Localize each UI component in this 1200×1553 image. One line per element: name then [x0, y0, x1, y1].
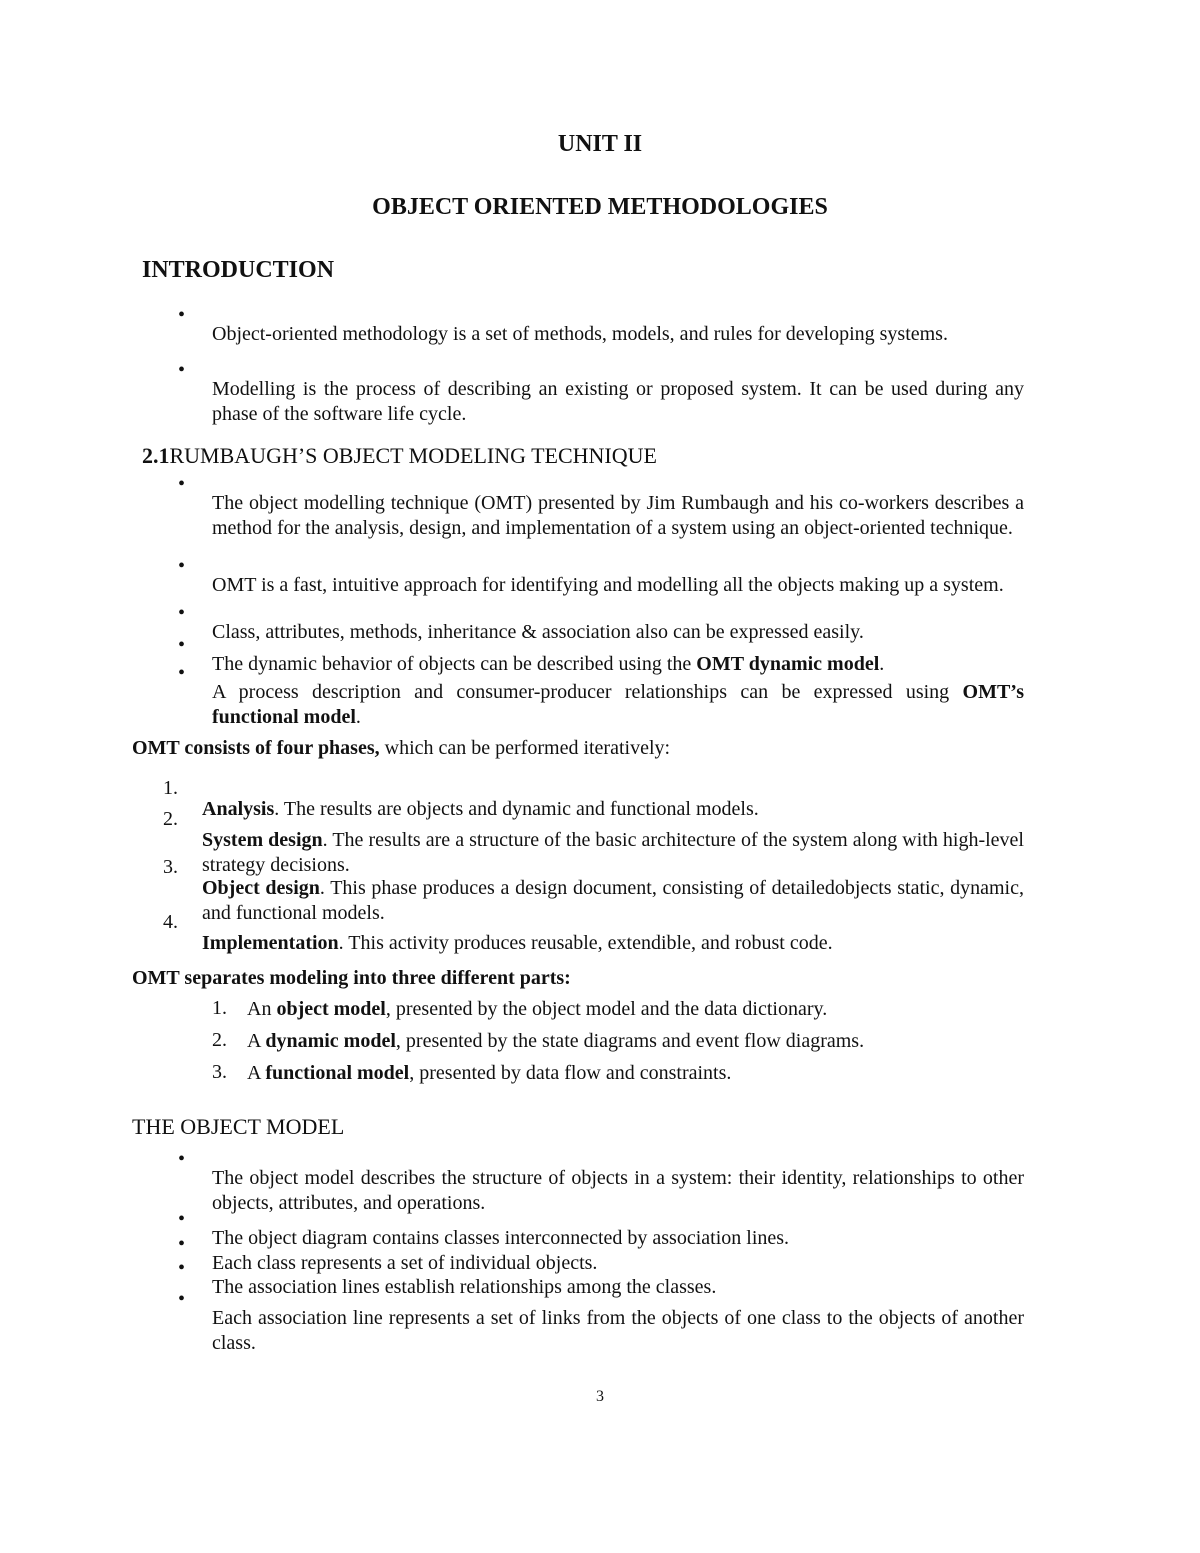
object-model-bullet-1: The object model describes the structure of objects in a system: their identity, relationships to other objects, attributes, and operations.: [212, 1167, 1024, 1214]
phase-item: Implementation. This activity produces reusable, extendible, and robust code.: [202, 932, 833, 954]
part-item: A functional model, presented by data flow and constraints.: [247, 1062, 732, 1084]
section-2-1-heading: [142, 443, 657, 469]
list-number: 4.: [163, 911, 178, 933]
object-model-heading: THE OBJECT MODEL: [132, 1114, 345, 1139]
bullet-icon: •: [178, 473, 186, 495]
part-item: An object model, presented by the object model and the data dictionary.: [247, 998, 828, 1020]
omt-bullet-3: Class, attributes, methods, inheritance & association also can be expressed easily.: [212, 621, 864, 643]
omt-bullet-2: OMT is a fast, intuitive approach for identifying and modelling all the objects making up a system.: [212, 574, 1004, 596]
omt-bullet-1: The object modelling technique (OMT) presented by Jim Rumbaugh and his co-workers describes a method for the analysis, design, and implementation of a system using an object-oriented technique.: [212, 492, 1024, 539]
phase-item: Analysis. The results are objects and dynamic and functional models.: [202, 798, 759, 820]
bullet-icon: •: [178, 555, 186, 577]
phases-intro: OMT consists of four phases, which can be performed iteratively:: [132, 737, 671, 759]
intro-heading: INTRODUCTION: [142, 257, 335, 283]
bullet-icon: •: [178, 634, 186, 656]
phase-item: System design. The results are a structure of the basic architecture of the system along with high-level strategy decisions.: [202, 829, 1024, 876]
parts-heading: OMT separates modeling into three different parts:: [132, 967, 571, 989]
object-model-bullet-2: The object diagram contains classes interconnected by association lines.: [212, 1227, 790, 1249]
part-item: A dynamic model, presented by the state diagrams and event flow diagrams.: [247, 1030, 865, 1052]
bullet-icon: •: [178, 602, 186, 624]
bullet-icon: •: [178, 1208, 186, 1230]
bullet-icon: •: [178, 304, 186, 326]
section-title: RUMBAUGH’S OBJECT MODELING TECHNIQUE: [169, 443, 657, 468]
section-number: 2.1: [142, 443, 170, 468]
object-model-bullet-5: Each association line represents a set of links from the objects of one class to the objects of another class.: [212, 1307, 1024, 1354]
chapter-title: OBJECT ORIENTED METHODOLOGIES: [372, 194, 828, 220]
list-number: 1.: [163, 777, 178, 799]
bullet-icon: •: [178, 1148, 186, 1170]
object-model-bullet-4: The association lines establish relationships among the classes.: [212, 1276, 717, 1298]
intro-bullet-1: Object-oriented methodology is a set of methods, models, and rules for developing systems.: [212, 323, 948, 345]
bullet-icon: •: [178, 1233, 186, 1255]
bullet-icon: •: [178, 1257, 186, 1279]
page-number: 3: [596, 1388, 604, 1405]
bullet-icon: •: [178, 359, 186, 381]
list-number: 3.: [212, 1061, 227, 1083]
bullet-icon: •: [178, 662, 186, 684]
phase-item: Object design. This phase produces a design document, consisting of detailedobjects static, dynamic, and functional models.: [202, 877, 1024, 924]
omt-bullet-4: The dynamic behavior of objects can be described using the OMT dynamic model.: [212, 653, 885, 675]
list-number: 3.: [163, 856, 178, 878]
list-number: 1.: [212, 997, 227, 1019]
bullet-icon: •: [178, 1288, 186, 1310]
list-number: 2.: [163, 808, 178, 830]
object-model-bullet-3: Each class represents a set of individual objects.: [212, 1252, 598, 1274]
list-number: 2.: [212, 1029, 227, 1051]
omt-bullet-5: A process description and consumer-producer relationships can be expressed using OMT’s functional model.: [212, 681, 1024, 728]
unit-title: UNIT II: [557, 131, 643, 157]
intro-bullet-2: Modelling is the process of describing an existing or proposed system. It can be used during any phase of the software life cycle.: [212, 378, 1024, 425]
